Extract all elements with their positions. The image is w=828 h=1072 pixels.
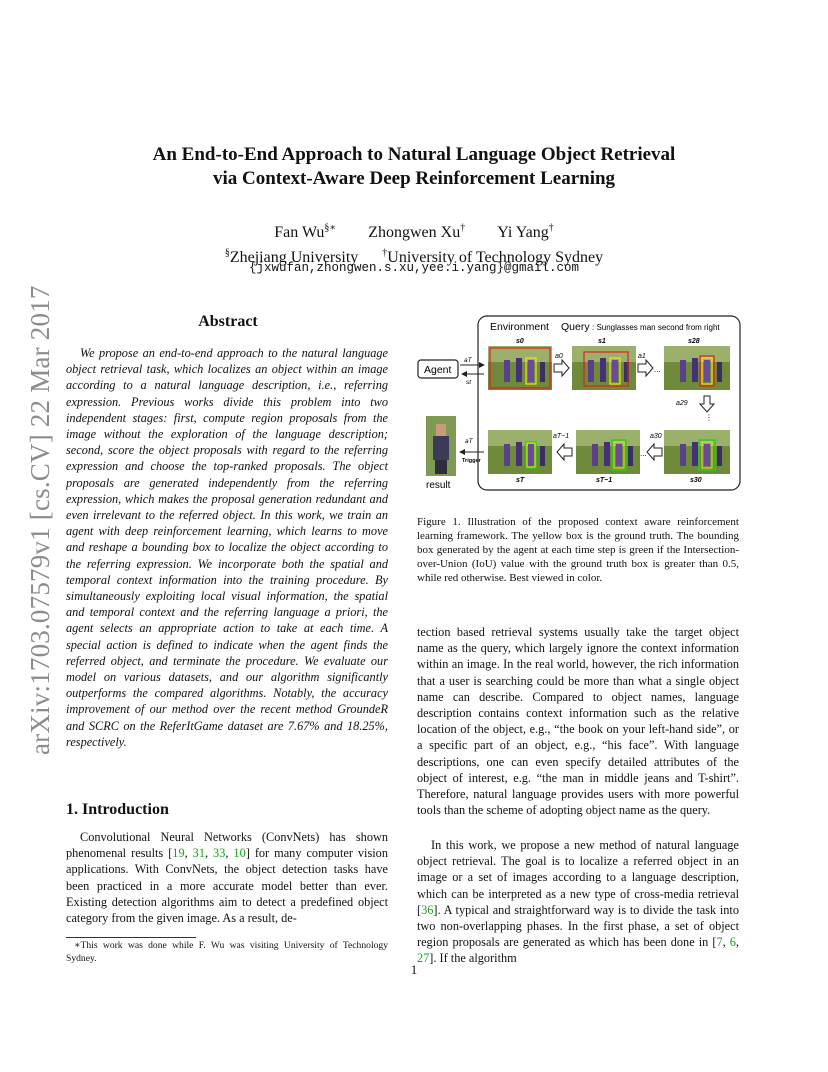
page-number: 1 <box>410 962 418 977</box>
vertical-ellipsis: ⋮ <box>705 413 713 422</box>
citation-link[interactable]: 36 <box>421 902 434 917</box>
author-names <box>90 219 738 243</box>
frame-image <box>488 430 552 474</box>
state-label: sT <box>516 477 525 484</box>
left-arrow-icon <box>557 444 572 460</box>
author-name: Zhongwen Xu <box>368 224 461 242</box>
author <box>497 224 554 241</box>
frame-image <box>664 430 730 474</box>
citation-link[interactable]: 27 <box>417 951 430 966</box>
citation-link[interactable]: 19 <box>172 846 185 861</box>
frame-image <box>572 346 636 390</box>
citation-link[interactable]: 6 <box>729 935 736 950</box>
state-label: s0 <box>516 338 524 345</box>
environment-label: Environment <box>490 321 549 333</box>
action-label: aT <box>464 357 472 364</box>
abstract-heading: Abstract <box>198 313 258 330</box>
query-label: Query <box>561 321 590 333</box>
abstract-text: We propose an end-to-end approach to the natural language object retrieval task, which localizes an object within an image according to a natural language description, i.e., referring expression. Previous works divide this problem into two independent stages: first, compute region proposals from the image without the exploration of the language description; second, score the object proposals with regard to the referring expression and choose the top-ranked proposals. The object proposals are generated independently from the referring expression, which makes the proposal generation redundant and even irrelevant to the referred object. In this work, we train an agent with deep reinforcement learning, which learns to move and reshape a bounding box to localize the object according to the referring expression. We incorporate both the spatial and temporal context information into the training procedure. By simultaneously exploiting local visual information, the spatial and temporal context and the referring language a priori, the agent selects an appropriate action to take at each time. A special action is defined to indicate when the agent finds the referred object, and terminate the procedure. We evaluate our model on various datasets, and our algorithm significantly outperforms the compared algorithms. Notably, the accuracy improvement of our method over the recent method GroundeR and SCRC on the ReferItGame dataset are 7.67% and 18.25%, respectively. <box>66 346 388 749</box>
paper-title <box>90 143 738 191</box>
body-paragraph <box>417 837 739 967</box>
title-line-1: An End-to-End Approach to Natural Language Object Retrieval <box>152 144 676 165</box>
affil-mark: § <box>224 247 230 259</box>
citation-link[interactable]: 31 <box>192 846 205 861</box>
action-label: a0 <box>555 353 563 360</box>
intro-paragraph <box>66 829 388 926</box>
arxiv-stamp <box>23 285 53 755</box>
author-name: Yi Yang <box>497 224 549 242</box>
intro-heading: 1. Introduction <box>66 801 169 818</box>
frame-image <box>664 346 730 390</box>
down-arrow-icon <box>700 396 714 412</box>
frame-image <box>576 430 640 474</box>
arxiv-id: arXiv:1703.07579v1 [cs.CV] 22 Mar 2017 <box>25 285 55 755</box>
text-run: Convolutional Neural Networks (ConvNets) has shown phenomenal results [ <box>66 830 388 861</box>
title-line-2: via Context-Aware Deep Reinforcement Learning <box>212 168 616 189</box>
action-label: a1 <box>638 353 646 360</box>
action-label: aT <box>465 438 473 445</box>
text-run: ]. A typical and straightforward way is to divide the task into two non-overlapping phases. In the first phase, a set of object region proposals are generated as which has been done in [ <box>417 902 739 950</box>
text-run: , <box>184 846 193 861</box>
ellipsis: ... <box>654 365 661 374</box>
action-label: aT−1 <box>553 433 570 440</box>
text-run: ]. If the algorithm <box>429 951 517 966</box>
figure-caption: Figure 1. Illustration of the proposed context aware reinforcement learning framework. The yellow box is the ground truth. The bounding box generated by the agent at each time step is green if the Intersection-over-Union (IoU) value with the ground truth box is greater than 0.5, while red otherwise. Best viewed in color. <box>417 516 739 584</box>
citation-link[interactable]: 10 <box>233 846 246 861</box>
state-label: s28 <box>688 338 700 345</box>
trigger-label: Trigger <box>462 458 481 464</box>
author <box>368 224 465 241</box>
affil-name: Zhejiang University <box>229 248 359 266</box>
right-arrow-icon <box>638 360 653 376</box>
text-run: In this work, we propose a new method of natural language object retrieval. The goal is to localize a referred object in an image or a set of images according to a language description, which can be interpreted as a new type of cross-media retrieval [ <box>417 838 739 917</box>
text-run: , <box>722 935 730 950</box>
author-mark: §∗ <box>324 223 337 234</box>
text-run: , <box>225 846 234 861</box>
footnote-rule <box>66 937 196 938</box>
text-run: , <box>204 846 214 861</box>
footnote: ∗This work was done while F. Wu was visiting University of Technology Sydney. <box>66 940 388 964</box>
citation-link[interactable]: 7 <box>716 935 723 950</box>
author-mark: † <box>460 223 466 234</box>
affil-mark: † <box>382 247 388 259</box>
state-label: sT−1 <box>596 477 613 484</box>
body-paragraph: tection based retrieval systems usually take the target object name as the query, which largely ignore the context information within an image. In the real world, however, the rich information that a user is searching could be more than what a single object name can describe. Compared to object names, language description contains context information such as the relative location of the object, e.g., “the book on your left-hand side”, or a specific part of an object, e.g., “his face”. With language descriptions, one can even specify detailed attributes of the object of interest, e.g. “the man in middle jeans and T-shirt”. Therefore, natural language provides users with more powerful tools than the scheme of adopting object name as the query. <box>417 625 739 818</box>
action-label: a29 <box>676 400 688 407</box>
result-image <box>426 416 456 476</box>
left-arrow-icon <box>647 444 662 460</box>
figure-diagram <box>412 312 742 502</box>
author <box>274 224 336 241</box>
text-run: ] for many computer vision applications. With ConvNets, the object detection tasks have been practiced in a more accurate model better than ever. Existing detection algorithms aim to detect a predefined object category from the given image. As a result, de- <box>66 846 388 926</box>
state-label: st <box>466 379 472 386</box>
state-label: s30 <box>690 477 702 484</box>
author-name: Fan Wu <box>274 224 325 242</box>
right-arrow-icon <box>554 360 569 376</box>
text-run: , <box>735 935 739 950</box>
affil-name: University of Technology Sydney <box>387 248 604 266</box>
ellipsis: ... <box>640 449 647 458</box>
result-label: result <box>426 480 451 491</box>
author-emails: {jxwufan,zhongwen.s.xu,yee.i.yang}@gmail.com <box>248 261 580 275</box>
author-mark: † <box>548 223 554 234</box>
state-label: s1 <box>598 338 606 345</box>
query-text: : Sunglasses man second from right <box>592 323 720 332</box>
citation-link[interactable]: 33 <box>213 846 226 861</box>
action-label: a30 <box>650 433 662 440</box>
agent-label: Agent <box>424 364 452 376</box>
frame-image <box>488 346 552 390</box>
figure-1 <box>412 312 742 502</box>
